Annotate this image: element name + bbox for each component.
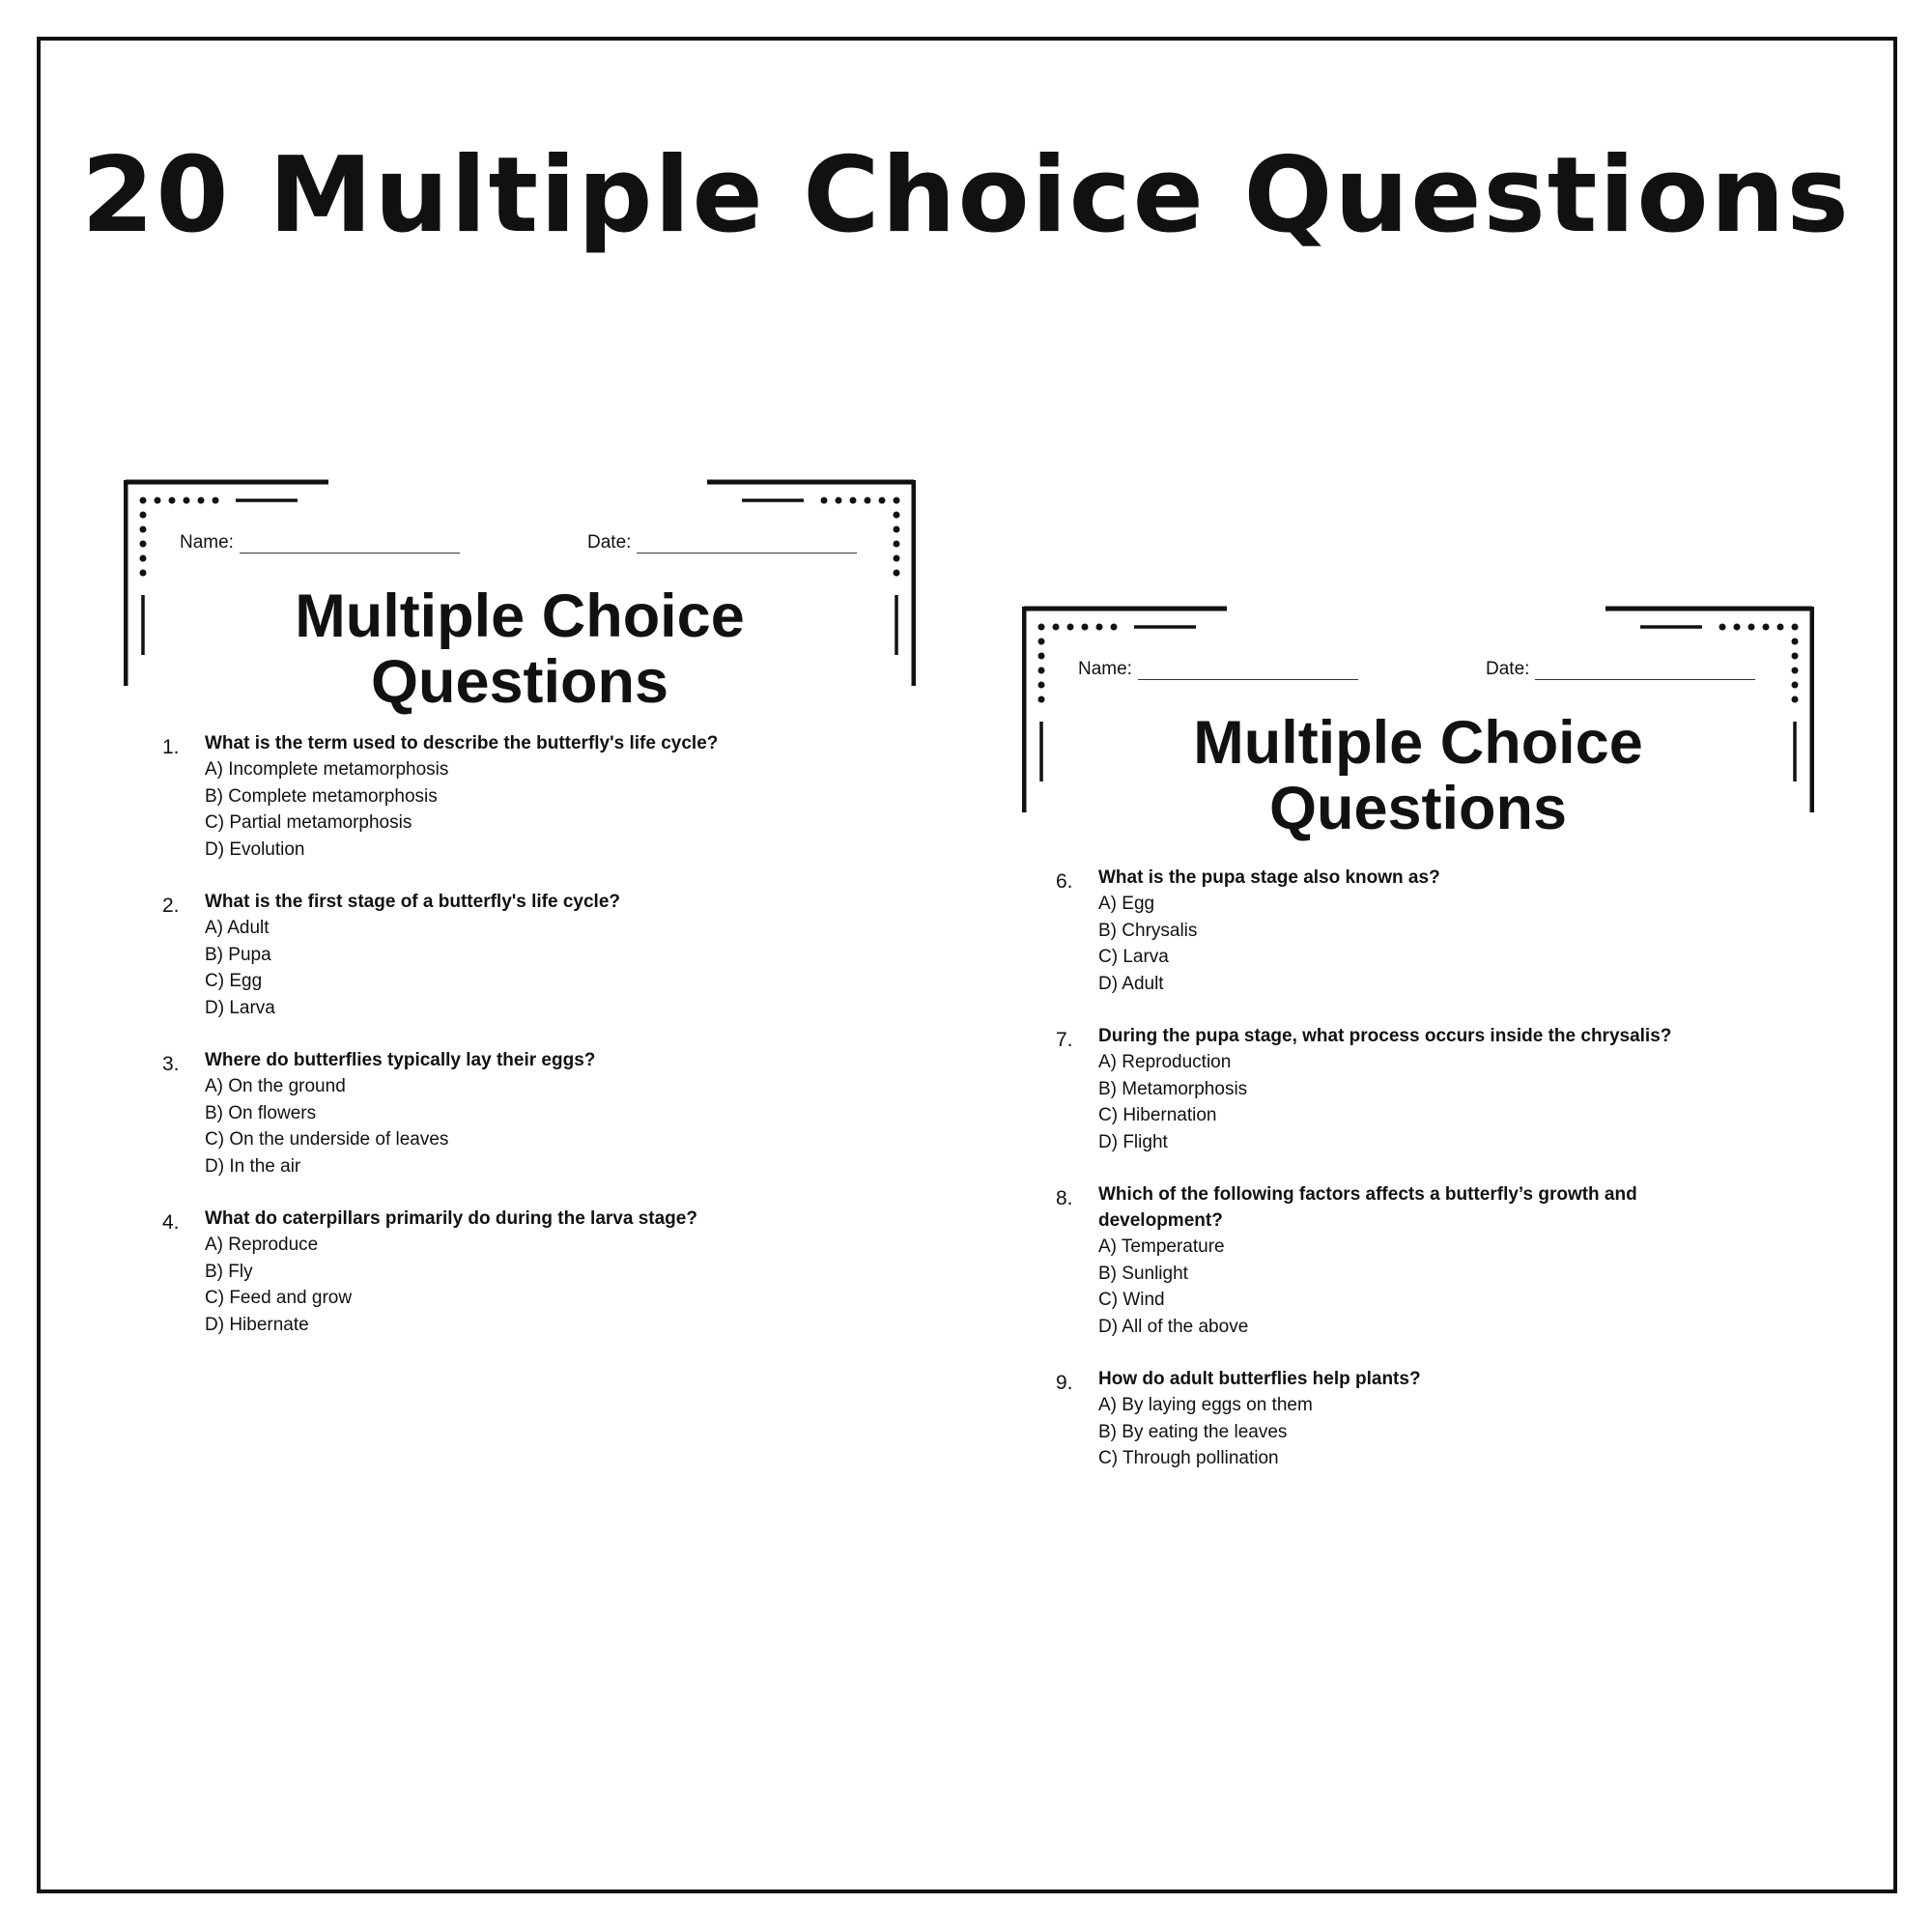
answer-option: B) On flowers (205, 1102, 317, 1123)
sheet-title-line-2: Questions (370, 648, 669, 716)
question-number: 4. (162, 1211, 180, 1234)
question-number: 1. (162, 736, 180, 758)
answer-option: D) Larva (205, 997, 275, 1018)
question-text: What is the pupa stage also known as? (1098, 867, 1440, 888)
question-2 (162, 889, 877, 1021)
name-field (180, 532, 460, 554)
question-9 (1056, 1366, 1771, 1472)
answer-option: D) Adult (1098, 973, 1164, 994)
answer-option: C) Hibernation (1098, 1105, 1217, 1125)
question-text: What do caterpillars primarily do during the larva stage? (205, 1208, 697, 1229)
answer-option: D) Evolution (205, 838, 305, 860)
answer-option: C) On the underside of leaves (205, 1129, 449, 1150)
question-number: 7. (1056, 1029, 1073, 1051)
question-text: Where do butterflies typically lay their eggs? (205, 1050, 596, 1070)
answer-option: D) All of the above (1098, 1316, 1249, 1337)
question-number: 2. (162, 895, 180, 917)
answer-option: A) On the ground (205, 1076, 346, 1096)
sheet-title-line-1: Multiple Choice (1193, 709, 1643, 777)
name-field (1078, 659, 1358, 680)
answer-option: C) Larva (1098, 947, 1169, 967)
answer-option: C) Wind (1098, 1290, 1165, 1310)
date-label: Date: (1486, 659, 1530, 679)
question-number: 9. (1056, 1372, 1073, 1394)
question-number: 6. (1056, 870, 1073, 893)
question-text: How do adult butterflies help plants? (1098, 1369, 1421, 1389)
name-line (240, 535, 460, 554)
answer-option: A) Temperature (1098, 1236, 1225, 1257)
answer-option: A) Incomplete metamorphosis (205, 759, 449, 780)
answer-option: D) In the air (205, 1155, 301, 1177)
question-text: What is the first stage of a butterfly's life cycle? (205, 892, 621, 912)
question-3 (162, 1047, 877, 1179)
question-8 (1056, 1181, 1771, 1340)
date-field (587, 532, 857, 554)
answer-option: B) By eating the leaves (1098, 1421, 1288, 1442)
answer-option: A) Reproduction (1098, 1052, 1232, 1072)
answer-option: A) Adult (205, 918, 270, 938)
answer-option: A) Reproduce (205, 1235, 319, 1255)
sheet-title (124, 583, 916, 715)
question-list (162, 730, 877, 1364)
sheet-title (1022, 710, 1814, 841)
date-label: Date: (587, 532, 632, 553)
question-number: 8. (1056, 1187, 1073, 1209)
answer-option: B) Complete metamorphosis (205, 785, 438, 807)
worksheet-page-2 (1022, 606, 1814, 1485)
answer-option: B) Chrysalis (1098, 920, 1198, 941)
date-line (1535, 662, 1755, 680)
page-title: 20 Multiple Choice Questions (81, 135, 1851, 256)
answer-option: A) By laying eggs on them (1098, 1395, 1313, 1415)
sheet-title-line-2: Questions (1268, 775, 1568, 842)
question-number: 3. (162, 1053, 180, 1075)
answer-option: C) Feed and grow (205, 1288, 353, 1308)
worksheet-page-1 (124, 479, 916, 1358)
name-label: Name: (180, 532, 234, 553)
answer-option: C) Through pollination (1098, 1448, 1279, 1468)
question-text: Which of the following factors affects a butterfly’s growth and development? (1098, 1184, 1637, 1231)
name-label: Name: (1078, 659, 1132, 679)
answer-option: B) Metamorphosis (1098, 1078, 1248, 1099)
answer-option: B) Pupa (205, 944, 271, 965)
question-text: During the pupa stage, what process occurs inside the chrysalis? (1098, 1026, 1672, 1046)
answer-option: C) Egg (205, 971, 263, 991)
date-field (1486, 659, 1755, 680)
question-7 (1056, 1023, 1771, 1155)
name-line (1138, 662, 1358, 680)
answer-option: A) Egg (1098, 894, 1155, 914)
answer-option: C) Partial metamorphosis (205, 812, 412, 833)
answer-option: B) Fly (205, 1261, 253, 1282)
question-4 (162, 1206, 877, 1338)
sheet-title-line-1: Multiple Choice (295, 582, 745, 650)
answer-option: D) Hibernate (205, 1314, 309, 1335)
question-1 (162, 730, 877, 863)
answer-option: D) Flight (1098, 1131, 1168, 1152)
question-text: What is the term used to describe the butterfly's life cycle? (205, 733, 719, 753)
question-list (1056, 865, 1771, 1498)
question-6 (1056, 865, 1771, 997)
date-line (637, 535, 857, 554)
answer-option: B) Sunlight (1098, 1263, 1188, 1284)
